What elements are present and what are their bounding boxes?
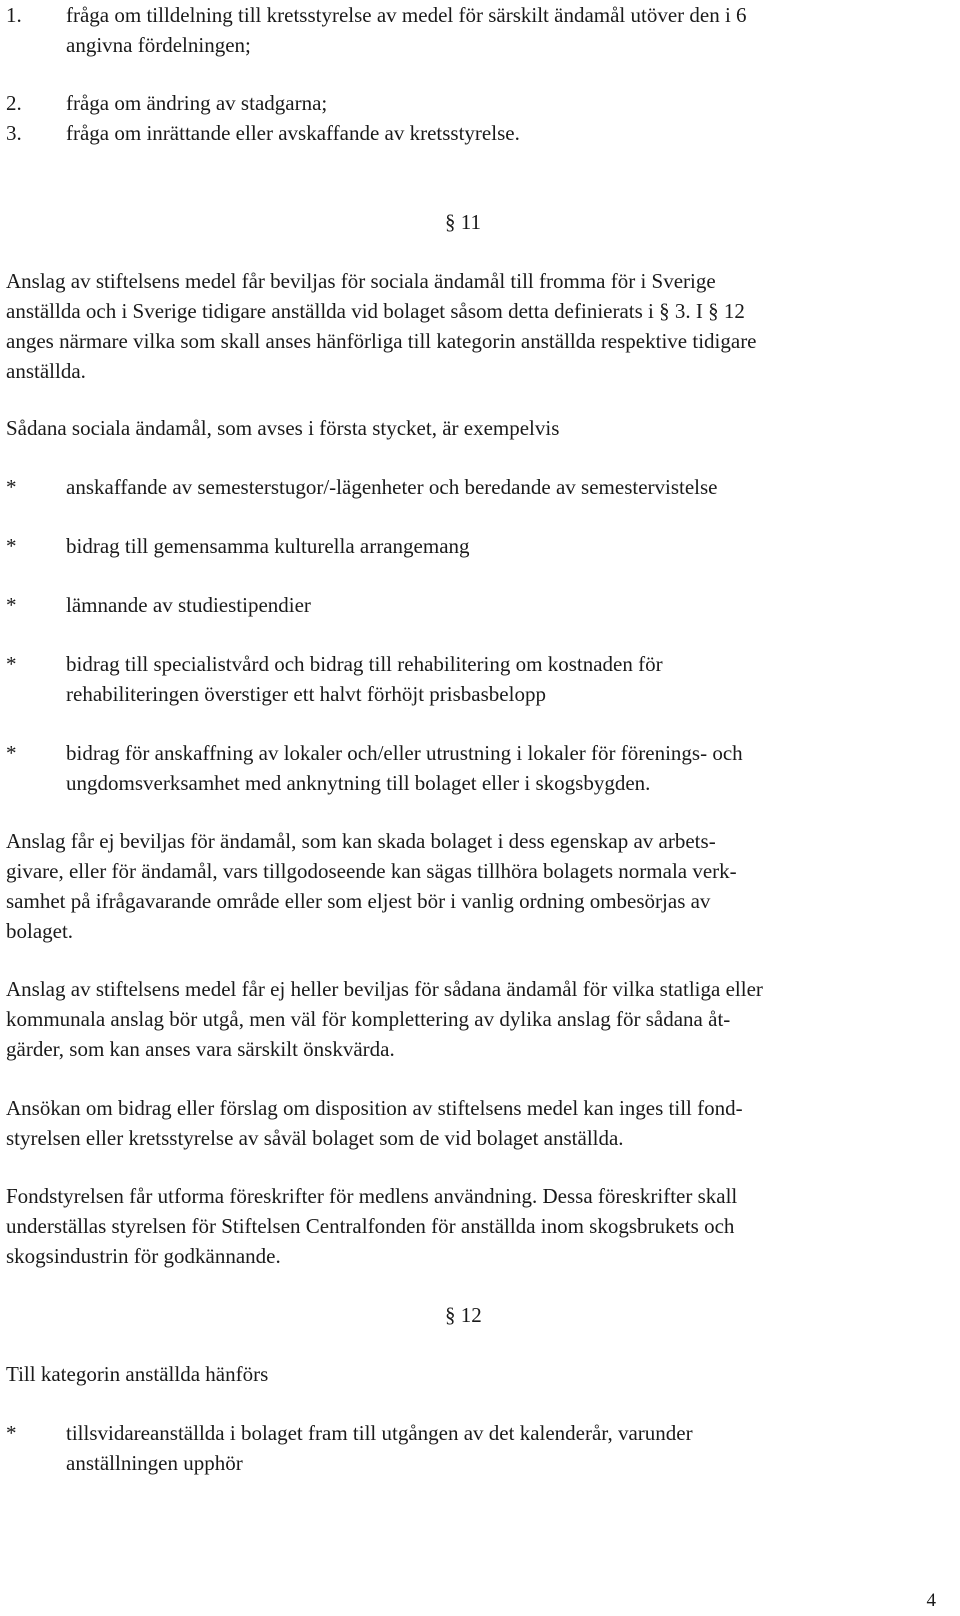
paragraph-line: underställas styrelsen för Stiftelsen Centralfonden för anställda inom skogsbrukets och bbox=[6, 1214, 735, 1238]
section-heading-12: § 12 bbox=[445, 1303, 482, 1327]
paragraph-line: Anslag av stiftelsens medel får beviljas för sociala ändamål till fromma för i Sverige bbox=[6, 269, 716, 293]
bullet-text: bidrag till gemensamma kulturella arrangemang bbox=[66, 534, 470, 558]
paragraph-line: Till kategorin anställda hänförs bbox=[6, 1362, 269, 1386]
list-item-text: angivna fördelningen; bbox=[66, 33, 251, 57]
paragraph-line: kommunala anslag bör utgå, men väl för komplettering av dylika anslag för sådana åt- bbox=[6, 1007, 731, 1031]
list-number: 2. bbox=[6, 91, 22, 115]
bullet-text: bidrag för anskaffning av lokaler och/eller utrustning i lokaler för förenings- och bbox=[66, 741, 743, 765]
paragraph-line: givare, eller för ändamål, vars tillgodoseende kan sägas tillhöra bolagets normala verk- bbox=[6, 859, 737, 883]
paragraph-line: anställda. bbox=[6, 359, 86, 383]
bullet-mark: * bbox=[6, 593, 17, 617]
paragraph-line: anställda och i Sverige tidigare anställda vid bolaget såsom detta definierats i § 3. I § 12 bbox=[6, 299, 745, 323]
list-item-text: fråga om inrättande eller avskaffande av kretsstyrelse. bbox=[66, 121, 520, 145]
paragraph-line: Ansökan om bidrag eller förslag om disposition av stiftelsens medel kan inges till fond- bbox=[6, 1096, 743, 1120]
bullet-mark: * bbox=[6, 652, 17, 676]
paragraph-line: Anslag får ej beviljas för ändamål, som kan skada bolaget i dess egenskap av arbets- bbox=[6, 829, 716, 853]
list-number: 3. bbox=[6, 121, 22, 145]
bullet-text: tillsvidareanställda i bolaget fram till utgången av det kalenderår, varunder bbox=[66, 1421, 693, 1445]
bullet-text: rehabiliteringen överstiger ett halvt förhöjt prisbasbelopp bbox=[66, 682, 546, 706]
list-item-text: fråga om tilldelning till kretsstyrelse av medel för särskilt ändamål utöver den i 6 bbox=[66, 3, 747, 27]
paragraph-line: bolaget. bbox=[6, 919, 74, 943]
bullet-text: anställningen upphör bbox=[66, 1451, 243, 1475]
list-item-text: fråga om ändring av stadgarna; bbox=[66, 91, 328, 115]
paragraph-line: Fondstyrelsen får utforma föreskrifter för medlens användning. Dessa föreskrifter skall bbox=[6, 1184, 738, 1208]
bullet-mark: * bbox=[6, 534, 17, 558]
paragraph-line: anges närmare vilka som skall anses hänförliga till kategorin anställda respektive tidigare bbox=[6, 329, 757, 353]
bullet-mark: * bbox=[6, 741, 17, 765]
paragraph-line: gärder, som kan anses vara särskilt önskvärda. bbox=[6, 1037, 395, 1061]
page-number: 4 bbox=[926, 1590, 936, 1611]
bullet-text: ungdomsverksamhet med anknytning till bolaget eller i skogsbygden. bbox=[66, 771, 651, 795]
bullet-mark: * bbox=[6, 1421, 17, 1445]
paragraph-line: samhet på ifrågavarande område eller som eljest bör i vanlig ordning ombesörjas av bbox=[6, 889, 711, 913]
bullet-mark: * bbox=[6, 475, 17, 499]
paragraph-line: skogsindustrin för godkännande. bbox=[6, 1244, 281, 1268]
bullet-text: bidrag till specialistvård och bidrag till rehabilitering om kostnaden för bbox=[66, 652, 663, 676]
paragraph-line: styrelsen eller kretsstyrelse av såväl bolaget som de vid bolaget anställda. bbox=[6, 1126, 624, 1150]
paragraph-line: Sådana sociala ändamål, som avses i första stycket, är exempelvis bbox=[6, 416, 560, 440]
list-number: 1. bbox=[6, 3, 22, 27]
section-heading-11: § 11 bbox=[445, 210, 481, 234]
paragraph-line: Anslag av stiftelsens medel får ej heller beviljas för sådana ändamål för vilka statliga eller bbox=[6, 977, 763, 1001]
bullet-text: lämnande av studiestipendier bbox=[66, 593, 311, 617]
bullet-text: anskaffande av semesterstugor/-lägenheter och beredande av semestervistelse bbox=[66, 475, 718, 499]
